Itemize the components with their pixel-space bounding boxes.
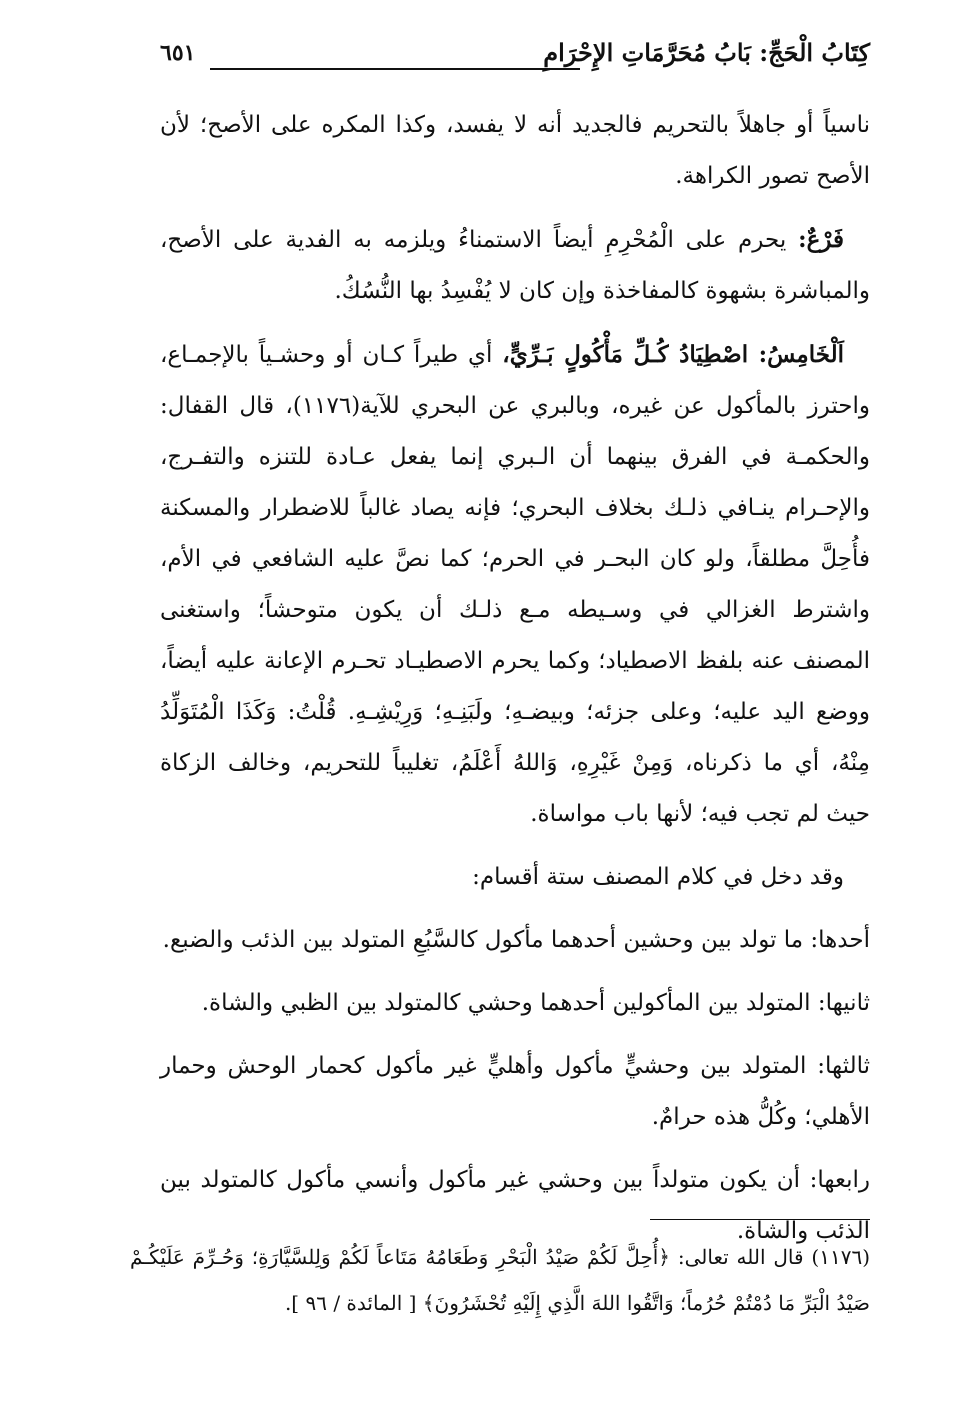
paragraph-second-case [160, 978, 870, 1029]
paragraph-text: رابعها: أن يكون متولداً بين وحشي غير مأكول وأنسي مأكول كالمتولد بين الذئب والشاة. [160, 1167, 870, 1244]
page-header [160, 38, 870, 84]
page-number: ٦٥١ [160, 40, 196, 66]
paragraph-fifth [160, 329, 870, 840]
paragraph-1 [160, 100, 870, 202]
paragraph-lead: فَرْعٌ: [798, 226, 844, 253]
paragraph-far [160, 214, 870, 317]
paragraph-text: ثانيها: المتولد بين المأكولين أحدهما وحشي كالمتولد بين الظبي والشاة. [201, 990, 870, 1016]
paragraph-text: يحرم على الْمُحْرِمِ أيضاً الاستمناءُ ويلزمه به الفدية على الأصح، والمباشرة بشهوة كالمفاخذة وإن كان لا يُفْسِدُ بها النُّسُكُ. [160, 227, 870, 304]
footnote: (١١٧٦) قال الله تعالى: ﴿أُحِلَّ لَكُمْ صَيْدُ الْبَحْرِ وَطَعَامُهُ مَتَاعاً لَكُمْ وَلِلسَّيَّارَةِ؛ وَحُـرِّمَ عَلَيْكُـمْ صَيْدُ الْبَرِّ مَا دُمْتُمْ حُرُماً؛ وَاتَّقُوا اللهَ الَّذِي إِلَيْهِ تُحْشَرُونَ﴾ [ المائدة / ٩٦ ]. [130, 1245, 870, 1315]
paragraph-lead: اَلْخَامِسُ: اصْطِيَادُ كُـلِّ مَأْكُولٍ بَـرِّيٍّ، [502, 341, 844, 368]
paragraph-sections-intro [160, 852, 870, 903]
body-text [160, 100, 870, 1269]
header-rule [210, 68, 580, 70]
paragraph-text: أحدها: ما تولد بين وحشين أحدهما مأكول كالسَّبُعِ المتولد بين الذئب والضبع. [162, 927, 870, 953]
paragraph-text: وقد دخل في كلام المصنف ستة أقسام: [472, 864, 844, 890]
paragraph-text: ناسياً أو جاهلاً بالتحريم فالجديد أنه لا يفسد، وكذا المكره على الأصح؛ لأن الأصح تصور الكراهة. [160, 112, 870, 189]
paragraph-third-case [160, 1041, 870, 1143]
paragraph-text: ثالثها: المتولد بين وحشيٍّ مأكول وأهليٍّ غير مأكول كحمار الوحش وحمار الأهلي؛ وكُلُّ هذه حرامٌ. [160, 1053, 870, 1130]
paragraph-first-case [160, 915, 870, 966]
running-title: كِتَابُ الْحَجِّ: بَابُ مُحَرَّمَاتِ الإِحْرَامِ [543, 38, 870, 67]
paragraph-text: أي طيراً كـان أو وحشـياً بالإجمـاع، واحترز بالمأكول عن غيره، وبالبري عن البحري للآية(١١٧٦)، قال القفال: والحكمـة في الفرق بينهما أن الـبري إنما يفعل عـادة للتنزه والتفـرج، والإحـرام ينـافي ذلـك بخلاف البحري؛ فإنه يصاد غالباً للاضطرار والمسكنة فأُحِلَّ مطلقاً، ولو كان البحـر في الحرم؛ كما نصَّ عليه الشافعي في الأم، واشترط الغزالي في وسـيطه مـع ذلـك أن يكون متوحشاً؛ واستغنى المصنف عنه بلفظ الاصطياد؛ وكما يحرم الاصطيـاد تحـرم الإعانة عليه أيضاً، ووضع اليد عليه؛ وعلى جزئه؛ وبيضـهِ؛ ولَبَنِـهِ؛ وَرِيْشِـهِ. قُلْتُ: وَكَذَا الْمُتَوَلِّدُ مِنْهُ، أي ما ذكرناه، وَمِنْ غَيْرِهِ، وَاللهُ أَعْلَمُ، تغليباً للتحريم، وخالف الزكاة حيث لم تجب فيه؛ لأنها باب مواساة. [160, 342, 870, 827]
footnote-rule [650, 1219, 870, 1220]
